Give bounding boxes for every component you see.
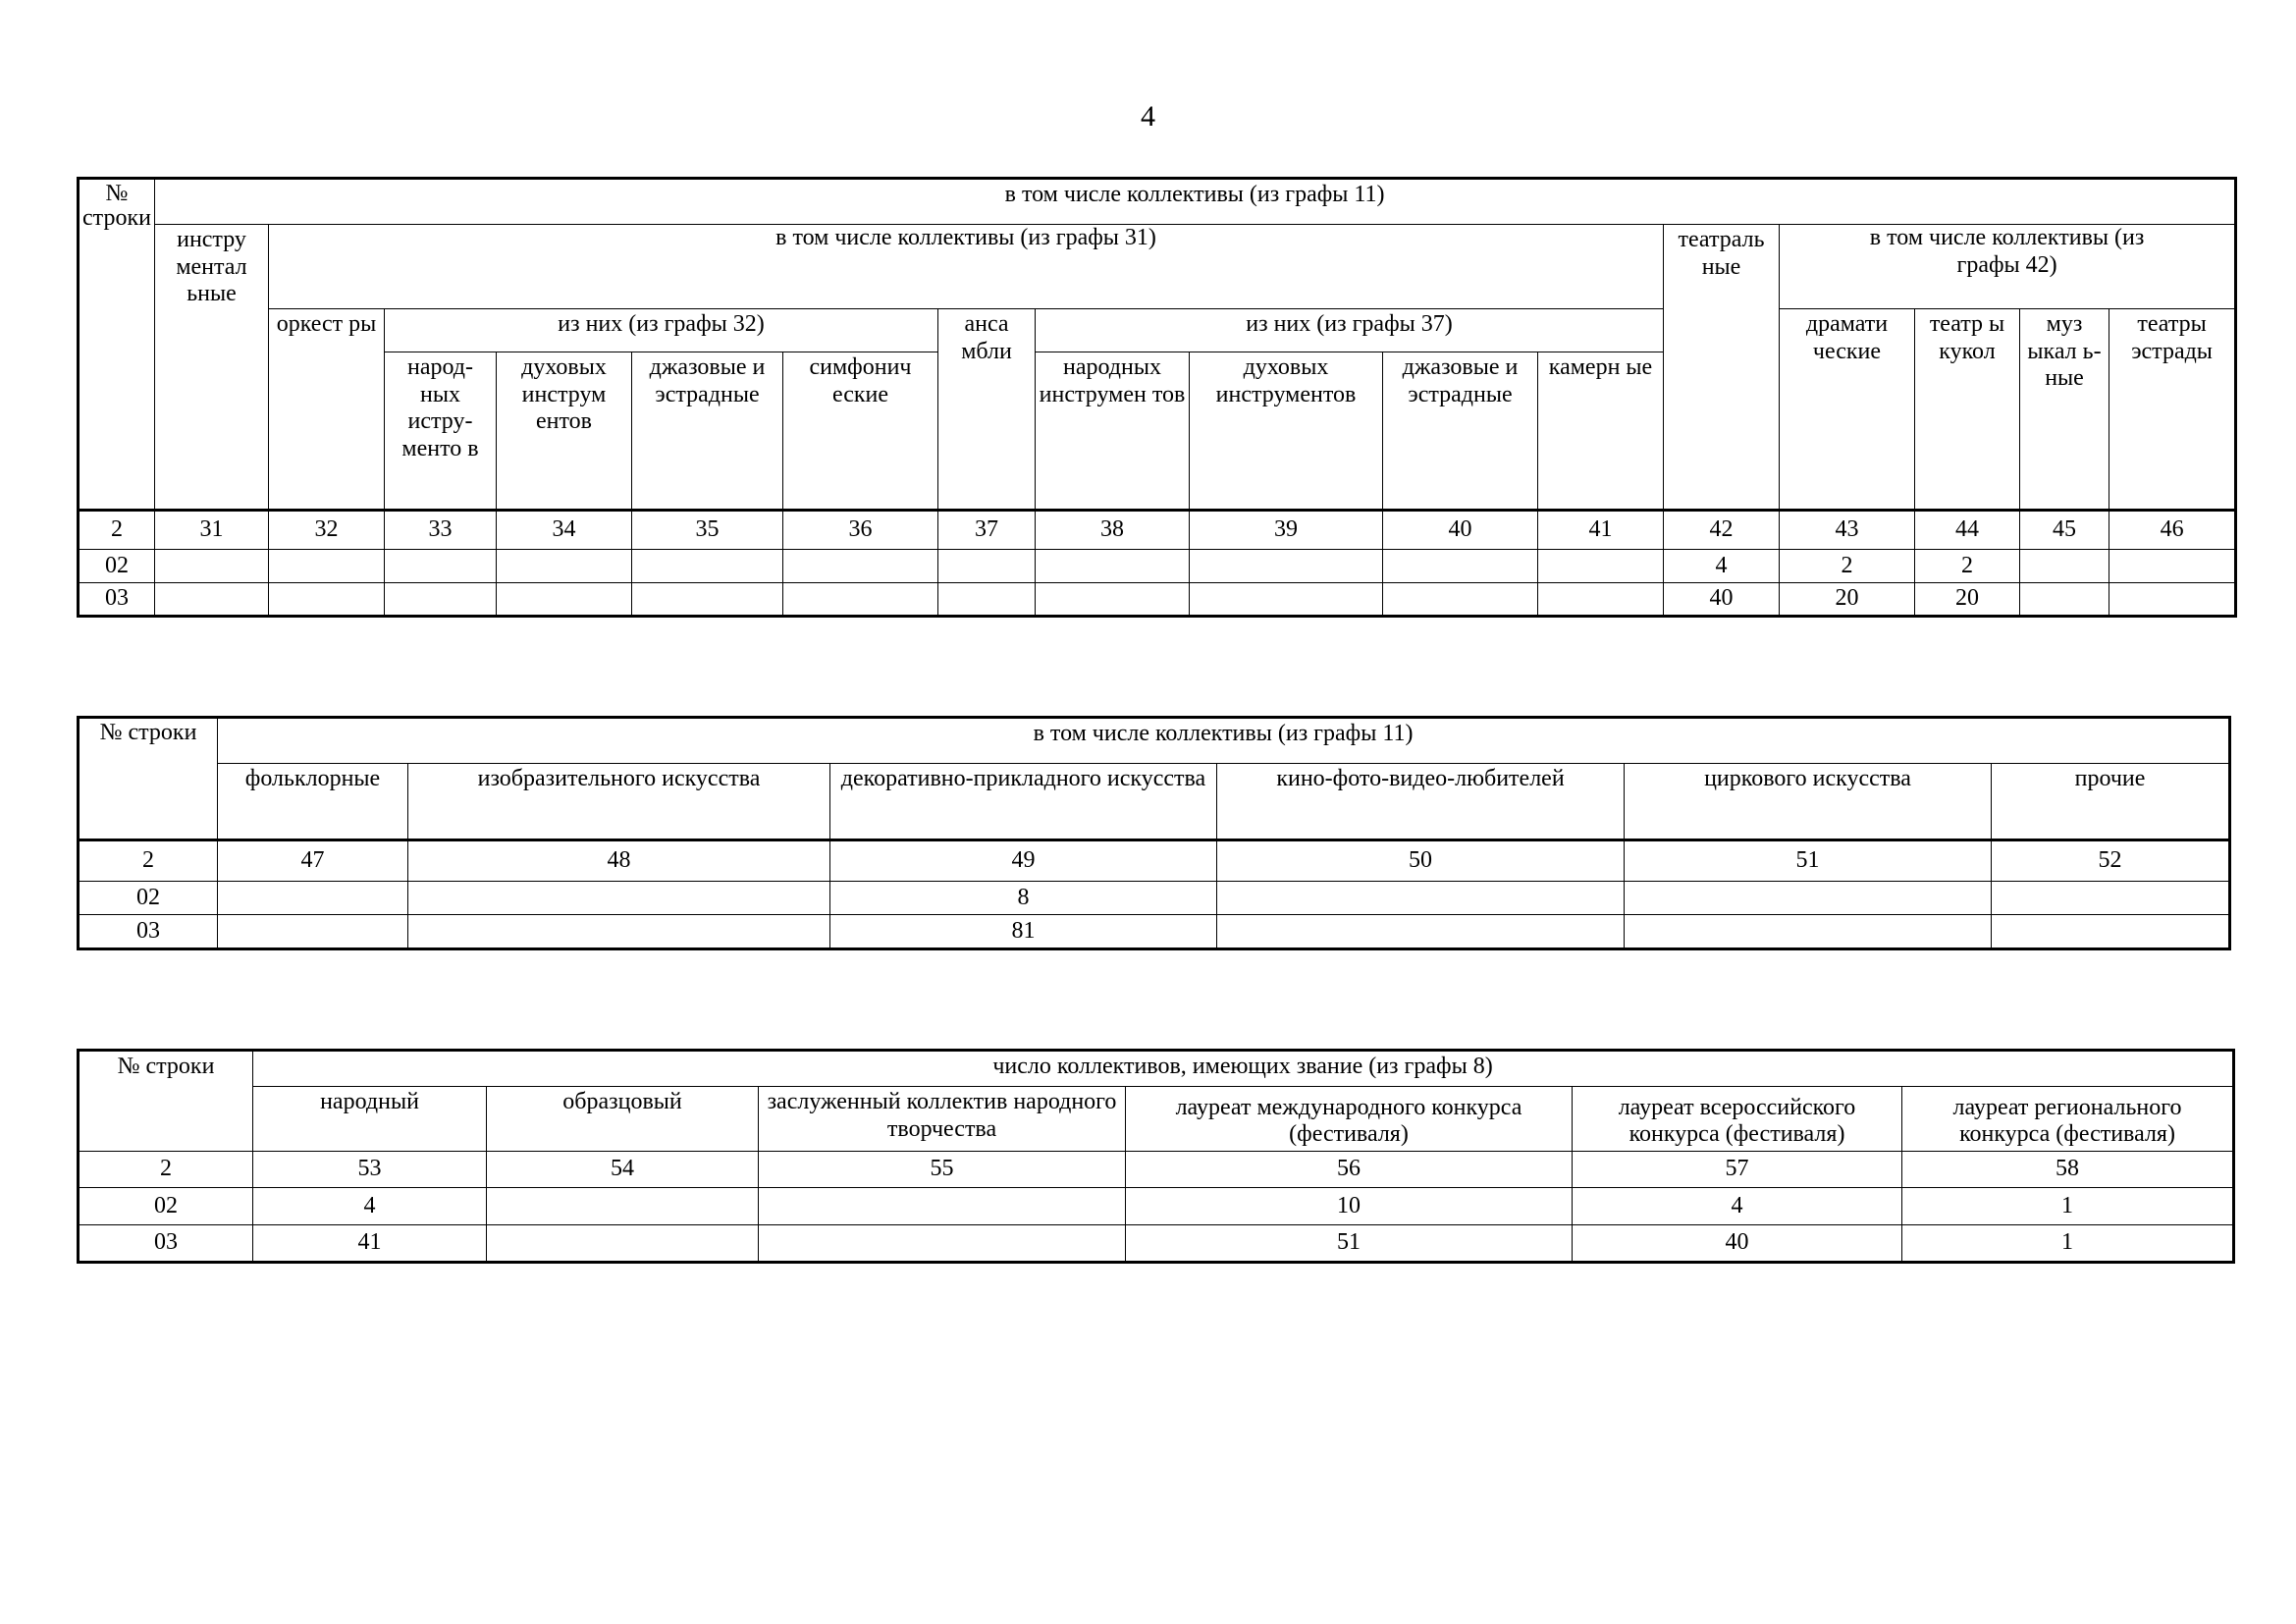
header-fine-arts: изобразительного искусства — [408, 764, 830, 840]
header-decorative-applied: декоративно-прикладного искусства — [830, 764, 1217, 840]
cell — [1383, 583, 1538, 617]
cell — [487, 1188, 759, 1225]
cell: 45 — [2020, 511, 2109, 550]
cell: 54 — [487, 1152, 759, 1188]
cell — [783, 550, 938, 583]
header-film-photo-video: кино-фото-видео-любителей — [1217, 764, 1625, 840]
cell: 56 — [1126, 1152, 1573, 1188]
cell: 46 — [2109, 511, 2236, 550]
header-collectives-from-col-31: в том числе коллективы (из графы 31) — [269, 225, 1664, 309]
cell — [1036, 583, 1190, 617]
cell: 39 — [1190, 511, 1383, 550]
header-of-them-from-col-32: из них (из графы 32) — [385, 309, 938, 352]
cell: 44 — [1915, 511, 2020, 550]
cell — [155, 583, 269, 617]
cell: 2 — [1915, 550, 2020, 583]
row-number-header: № строки — [79, 1051, 253, 1152]
cell — [1625, 882, 1992, 915]
cell: 2 — [79, 1152, 253, 1188]
table-collectives-music-theatre — [77, 177, 2237, 618]
header-variety-theatres: театры эстрады — [2109, 309, 2236, 511]
cell — [269, 550, 385, 583]
cell: 42 — [1664, 511, 1780, 550]
cell — [2020, 583, 2109, 617]
cell — [1190, 583, 1383, 617]
header-international-laureate: лауреат международного конкурса (фестиваля) — [1126, 1087, 1573, 1152]
cell: 2 — [79, 511, 155, 550]
header-all-russian-laureate: лауреат всероссийского конкурса (фестиваля) — [1573, 1087, 1902, 1152]
header-folk-instruments-ensembles: народных инструмен тов — [1036, 352, 1190, 511]
cell — [632, 583, 783, 617]
header-jazz-pop-ensembles: джазовые и эстрадные — [1383, 352, 1538, 511]
cell — [938, 550, 1036, 583]
cell — [385, 550, 497, 583]
cell — [1217, 915, 1625, 949]
cell — [1992, 915, 2230, 949]
header-theatrical: театраль ные — [1664, 225, 1780, 511]
header-wind-instruments: духовых инструм ентов — [497, 352, 632, 511]
page-number: 4 — [1141, 100, 1155, 133]
header-instrumental: инстру ментал ьные — [155, 225, 269, 511]
table-row — [79, 882, 2230, 915]
table-row — [79, 1152, 2234, 1188]
cell: 03 — [79, 1225, 253, 1263]
cell: 03 — [79, 583, 155, 617]
header-honored-collective: заслуженный коллектив народного творчества — [759, 1087, 1126, 1152]
cell: 35 — [632, 511, 783, 550]
cell: 02 — [79, 882, 218, 915]
cell: 36 — [783, 511, 938, 550]
cell: 47 — [218, 840, 408, 882]
cell — [218, 915, 408, 949]
header-jazz-pop: джазовые и эстрадные — [632, 352, 783, 511]
cell — [155, 550, 269, 583]
header-circus: циркового искусства — [1625, 764, 1992, 840]
cell: 34 — [497, 511, 632, 550]
cell — [497, 583, 632, 617]
cell: 2 — [79, 840, 218, 882]
cell: 51 — [1625, 840, 1992, 882]
cell — [218, 882, 408, 915]
header-collectives-from-col-11: в том числе коллективы (из графы 11) — [218, 718, 2230, 764]
header-chamber: камерн ые — [1538, 352, 1664, 511]
header-other: прочие — [1992, 764, 2230, 840]
cell: 81 — [830, 915, 1217, 949]
cell — [1538, 583, 1664, 617]
table-row — [79, 583, 2236, 617]
cell: 40 — [1573, 1225, 1902, 1263]
cell: 55 — [759, 1152, 1126, 1188]
cell — [1190, 550, 1383, 583]
cell: 10 — [1126, 1188, 1573, 1225]
header-folklore: фольклорные — [218, 764, 408, 840]
header-symphonic: симфонич еские — [783, 352, 938, 511]
header-musical: муз ыкал ь- ные — [2020, 309, 2109, 511]
cell — [408, 915, 830, 949]
header-of-them-from-col-37: из них (из графы 37) — [1036, 309, 1664, 352]
cell: 50 — [1217, 840, 1625, 882]
cell: 51 — [1126, 1225, 1573, 1263]
header-folk-instruments: народ- ных истру- менто в — [385, 352, 497, 511]
cell: 33 — [385, 511, 497, 550]
cell: 41 — [253, 1225, 487, 1263]
header-wind-instruments-ensembles: духовых инструментов — [1190, 352, 1383, 511]
cell — [2109, 583, 2236, 617]
cell — [2109, 550, 2236, 583]
cell — [1217, 882, 1625, 915]
header-orchestras: оркест ры — [269, 309, 385, 511]
table-row — [79, 915, 2230, 949]
header-puppet-theatres: театр ы кукол — [1915, 309, 2020, 511]
cell: 58 — [1902, 1152, 2234, 1188]
cell: 32 — [269, 511, 385, 550]
cell: 40 — [1664, 583, 1780, 617]
cell — [1036, 550, 1190, 583]
cell — [497, 550, 632, 583]
header-collectives-from-col-42: в том числе коллективы (из графы 42) — [1780, 225, 2236, 309]
cell: 41 — [1538, 511, 1664, 550]
table-row — [79, 550, 2236, 583]
cell — [385, 583, 497, 617]
table-collectives-other-arts — [77, 716, 2231, 950]
cell — [1625, 915, 1992, 949]
cell: 43 — [1780, 511, 1915, 550]
table-collectives-with-titles — [77, 1049, 2235, 1264]
header-drama: драмати ческие — [1780, 309, 1915, 511]
header-collectives-with-title: число коллективов, имеющих звание (из графы 8) — [253, 1051, 2234, 1087]
cell: 4 — [1664, 550, 1780, 583]
cell — [632, 550, 783, 583]
cell — [1383, 550, 1538, 583]
cell — [759, 1225, 1126, 1263]
cell: 20 — [1780, 583, 1915, 617]
cell — [938, 583, 1036, 617]
cell: 40 — [1383, 511, 1538, 550]
cell — [2020, 550, 2109, 583]
cell: 02 — [79, 550, 155, 583]
cell: 38 — [1036, 511, 1190, 550]
cell: 4 — [253, 1188, 487, 1225]
cell: 1 — [1902, 1188, 2234, 1225]
cell: 2 — [1780, 550, 1915, 583]
cell: 53 — [253, 1152, 487, 1188]
table-row — [79, 511, 2236, 550]
cell: 03 — [79, 915, 218, 949]
cell: 1 — [1902, 1225, 2234, 1263]
cell: 48 — [408, 840, 830, 882]
cell — [487, 1225, 759, 1263]
table-row — [79, 840, 2230, 882]
header-folk: народный — [253, 1087, 487, 1152]
cell — [269, 583, 385, 617]
header-collectives-from-col-11: в том числе коллективы (из графы 11) — [155, 179, 2236, 225]
cell: 8 — [830, 882, 1217, 915]
row-number-header: № строки — [79, 718, 218, 840]
cell — [408, 882, 830, 915]
cell: 37 — [938, 511, 1036, 550]
cell — [759, 1188, 1126, 1225]
cell: 02 — [79, 1188, 253, 1225]
cell — [783, 583, 938, 617]
header-regional-laureate: лауреат регионального конкурса (фестиваля) — [1902, 1087, 2234, 1152]
cell: 57 — [1573, 1152, 1902, 1188]
cell: 20 — [1915, 583, 2020, 617]
cell: 52 — [1992, 840, 2230, 882]
cell — [1538, 550, 1664, 583]
cell: 4 — [1573, 1188, 1902, 1225]
cell: 31 — [155, 511, 269, 550]
table-row — [79, 1225, 2234, 1263]
header-ensembles: анса мбли — [938, 309, 1036, 511]
header-exemplary: образцовый — [487, 1087, 759, 1152]
cell — [1992, 882, 2230, 915]
cell: 49 — [830, 840, 1217, 882]
table-row — [79, 1188, 2234, 1225]
row-number-header: № строки — [79, 179, 155, 511]
